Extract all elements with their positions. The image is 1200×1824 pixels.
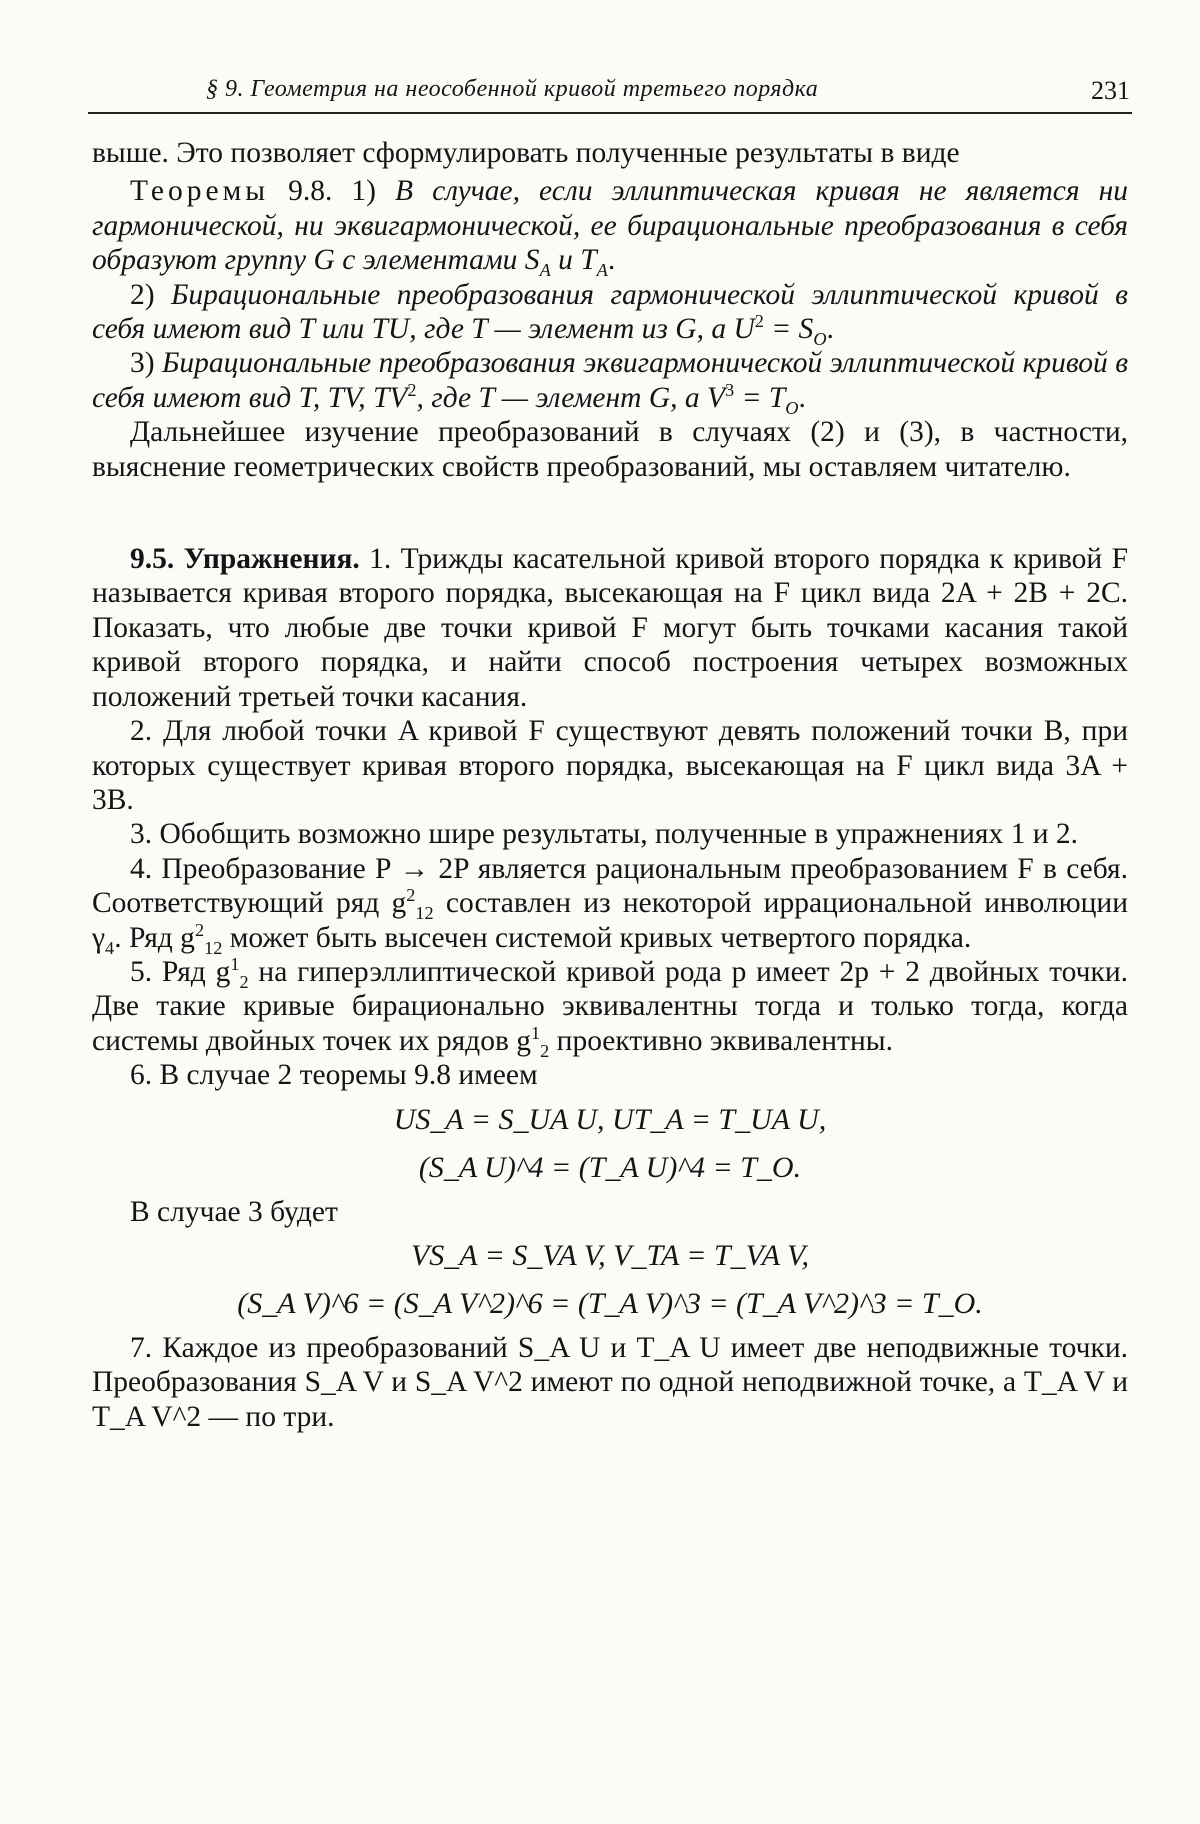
page-number: 231 xyxy=(1091,76,1130,105)
exercise-5: 5. Ряд $g^1_2$ на гиперэллиптической кривой рода p имеет 2p + 2 двойных точки. Две такие кривые бирационально эквивалентны тогда и только тогда, когда системы двойных точек их рядов $g^1_2$ проективно эквивалентны. xyxy=(92,954,1128,1061)
exercises-heading: 9.5. Упражнения. xyxy=(130,543,360,576)
formula-3: VS_A = S_VA V, V_TA = T_VA V, xyxy=(410,1238,810,1272)
paragraph-further-study: Дальнейшее изучение преобразований в случаях (2) и (3), в частности, выяснение геометрических свойств преобразований, мы оставляем читателю. xyxy=(92,416,1128,483)
formula-1: US_A = S_UA U, UT_A = T_UA U, xyxy=(393,1102,827,1136)
theorem-9-8-part3: 3) Бирациональные преобразования эквигармонической эллиптической кривой в себя имеют вид T, TV, $TV^2$, где T — элемент G, а $V^3 = T_O$. xyxy=(92,347,1128,418)
theorem-label: Теоремы xyxy=(130,175,270,208)
exercise-7: 7. Каждое из преобразований S_A U и T_A U имеет две неподвижные точки. Преобразования S_A V и S_A V^2 имеют по одной неподвижной точке, а T_A V и T_A V^2 — по три. xyxy=(92,1331,1128,1433)
case-3-text: В случае 3 будет xyxy=(130,1195,338,1228)
running-header xyxy=(88,72,1132,114)
exercise-4: 4. Преобразование P → 2P является рациональным преобразованием F в себя. Соответствующий ряд $g^2_{12}$ составлен из некоторой иррациональной инволюции $\gamma_4$. Ряд $g^2_{12}$ может быть высечен системой кривых четвертого порядка. xyxy=(92,852,1129,958)
formula-4: (S_A V)^6 = (S_A V^2)^6 = (T_A V)^3 = (T_A V^2)^3 = T_O. xyxy=(237,1286,983,1320)
theorem-9-8-part1: Теоремы 9.8. 1) В случае, если эллиптическая кривая не является ни гармонической, ни эквигармонической, ее бирациональные преобразования в себя образуют группу G с элементами $S_A$ и $T_A$. xyxy=(92,175,1128,281)
formula-2: (S_A U)^4 = (T_A U)^4 = T_O. xyxy=(418,1150,802,1184)
exercise-2: 2. Для любой точки A кривой F существуют девять положений точки B, при которых существует кривая второго порядка, высекающая на F цикл вида 3A + 3B. xyxy=(92,715,1128,816)
header-title: § 9. Геометрия на неособенной кривой третьего порядка xyxy=(206,76,819,102)
paragraph-intro: выше. Это позволяет сформулировать полученные результаты в виде xyxy=(92,137,960,169)
theorem-9-8-part2: 2) Бирациональные преобразования гармонической эллиптической кривой в себя имеют вид T или TU, где T — элемент из G, а $U^2 = S_O$. xyxy=(92,278,1128,349)
exercise-1: 9.5. Упражнения. 1. Трижды касательной кривой второго порядка к кривой F называется кривая второго порядка, высекающая на F цикл вида 2A + 2B + 2C. Показать, что любые две точки кривой F могут быть точками касания такой кривой второго порядка, и найти способ построения четырех возможных положений третьей точки касания. xyxy=(92,543,1128,713)
exercise-6: 6. В случае 2 теоремы 9.8 имеем xyxy=(130,1059,538,1092)
page-body xyxy=(92,136,1128,1434)
exercise-3: 3. Обобщить возможно шире результаты, полученные в упражнениях 1 и 2. xyxy=(130,818,1079,851)
